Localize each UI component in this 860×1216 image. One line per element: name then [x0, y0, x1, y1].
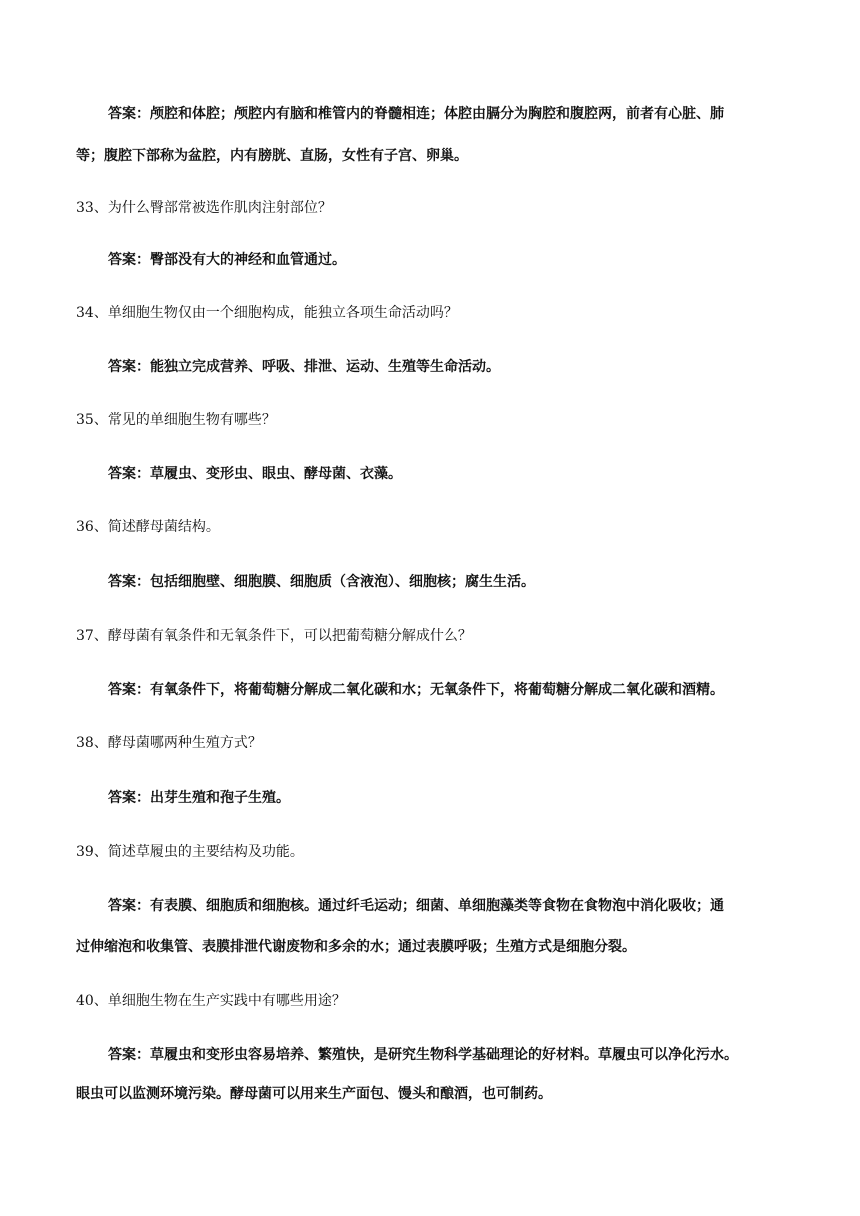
answer-37: 答案：有氧条件下，将葡萄糖分解成二氧化碳和水；无氧条件下，将葡萄糖分解成二氧化碳和酒精。 [108, 682, 724, 698]
answer-38: 答案：出芽生殖和孢子生殖。 [108, 790, 290, 806]
question-36: 36、简述酵母菌结构。 [76, 519, 220, 535]
question-38: 38、酵母菌哪两种生殖方式？ [76, 735, 262, 751]
answer-39-line-2: 过伸缩泡和收集管、表膜排泄代谢废物和多余的水；通过表膜呼吸；生殖方式是细胞分裂。 [76, 939, 636, 955]
question-35: 35、常见的单细胞生物有哪些？ [76, 412, 276, 428]
question-37: 37、酵母菌有氧条件和无氧条件下，可以把葡萄糖分解成什么？ [76, 628, 472, 644]
question-33: 33、为什么臀部常被选作肌肉注射部位？ [76, 200, 332, 216]
answer-35: 答案：草履虫、变形虫、眼虫、酵母菌、衣藻。 [108, 466, 402, 482]
answer-32-line-1: 答案：颅腔和体腔；颅腔内有脑和椎管内的脊髓相连；体腔由膈分为胸腔和腹腔两，前者有心脏、肺 [108, 106, 724, 122]
question-39: 39、简述草履虫的主要结构及功能。 [76, 844, 304, 860]
question-34: 34、单细胞生物仅由一个细胞构成，能独立各项生命活动吗？ [76, 305, 458, 321]
answer-36: 答案：包括细胞壁、细胞膜、细胞质（含液泡）、细胞核；腐生生活。 [108, 574, 535, 590]
answer-40-line-1: 答案：草履虫和变形虫容易培养、繁殖快，是研究生物科学基础理论的好材料。草履虫可以净化污水。 [108, 1047, 738, 1063]
answer-32-line-2: 等；腹腔下部称为盆腔，内有膀胱、直肠，女性有子宫、卵巢。 [76, 148, 468, 164]
answer-39-line-1: 答案：有表膜、细胞质和细胞核。通过纤毛运动；细菌、单细胞藻类等食物在食物泡中消化吸收；通 [108, 898, 724, 914]
answer-33: 答案：臀部没有大的神经和血管通过。 [108, 252, 346, 268]
question-40: 40、单细胞生物在生产实践中有哪些用途？ [76, 993, 346, 1009]
answer-40-line-2: 眼虫可以监测环境污染。酵母菌可以用来生产面包、馒头和酿酒，也可制药。 [76, 1086, 552, 1102]
answer-34: 答案：能独立完成营养、呼吸、排泄、运动、生殖等生命活动。 [108, 359, 500, 375]
